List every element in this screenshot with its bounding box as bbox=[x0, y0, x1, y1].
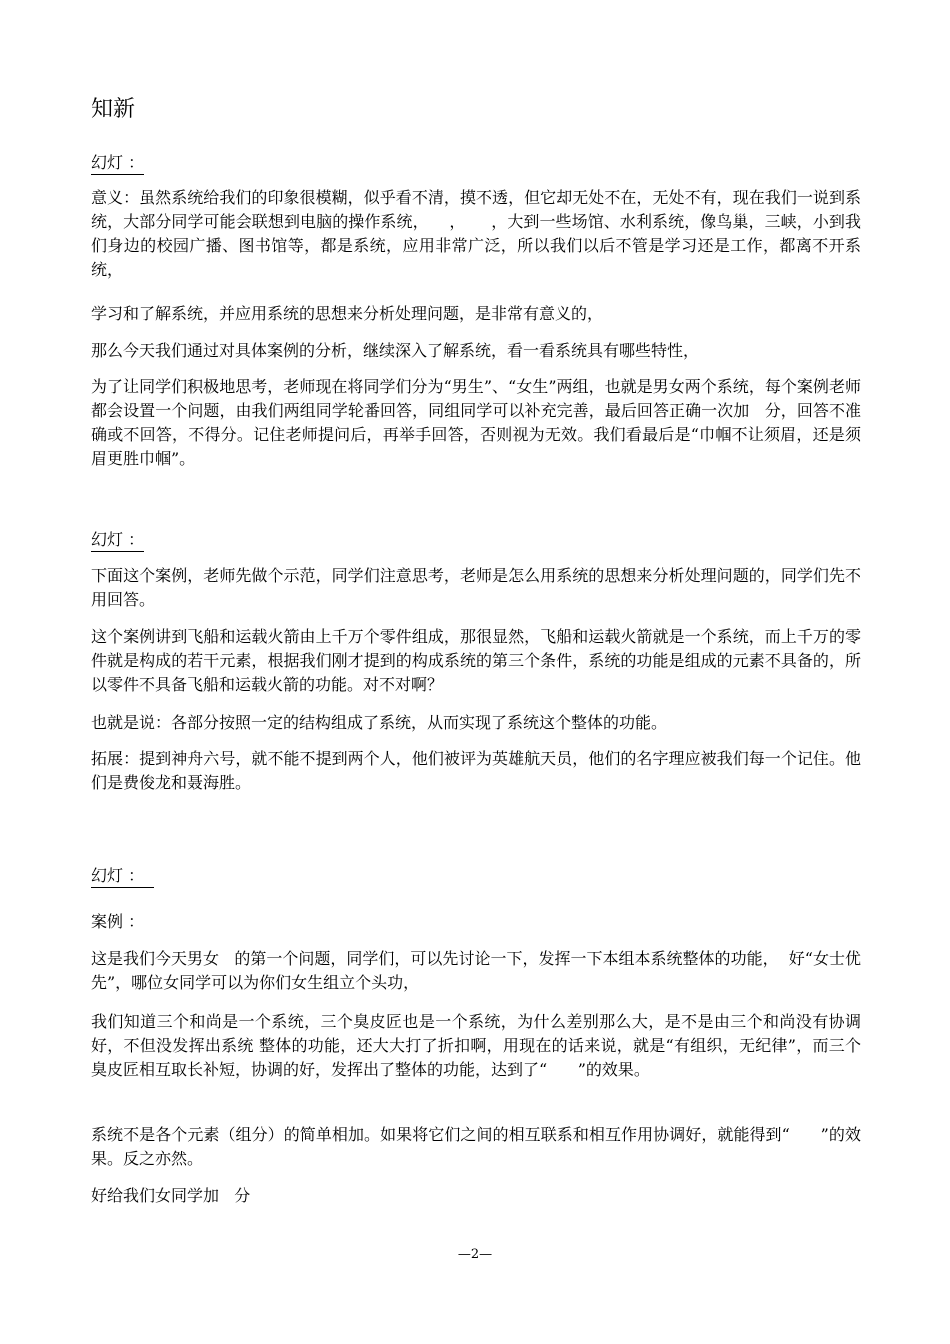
paragraph-spaceship: 这个案例讲到飞船和运载火箭由上千万个零件组成，那很显然，飞船和运载火箭就是一个系统，而上千万的零件就是构成的若干元素，根据我们刚才提到的构成系统的第三个条件，系统的功能是组成的元素不具备的，所以零件不具备飞船和运载火箭的功能。对不对啊？ bbox=[91, 627, 861, 694]
paragraph-groups: 为了让同学们积极地思考，老师现在将同学们分为“男生”、“女生”两组，也就是男女两个系统，每个案例老师都会设置一个问题，由我们两组同学轮番回答，同组同学可以补充完善，最后回答正确一次加 分，回答不准确或不回答，不得分。记住老师提问后，再举手回答，否则视为无效。我们看最后是“巾帼不让须眉，还是须眉更胜巾帼”。 bbox=[91, 377, 861, 468]
paragraph-structure: 也就是说：各部分按照一定的结构组成了系统，从而实现了系统这个整体的功能。 bbox=[91, 713, 668, 732]
paragraph-today: 那么今天我们通过对具体案例的分析，继续深入了解系统，看一看系统具有哪些特性， bbox=[91, 341, 700, 360]
slide-label-2: 幻灯 ： bbox=[91, 530, 144, 552]
slide-label-3: 幻灯 ： bbox=[91, 866, 154, 888]
paragraph-add-points: 好给我们女同学加 分 bbox=[91, 1186, 251, 1205]
slide-label-1: 幻灯 ： bbox=[91, 153, 144, 175]
paragraph-case: 案例 ： bbox=[91, 912, 145, 931]
page-number: —2— bbox=[457, 1247, 493, 1262]
paragraph-meaning: 意义：虽然系统给我们的印象很模糊，似乎看不清，摸不透，但它却无处不在，无处不有，现在我们一说到系统，大部分同学可能会联想到电脑的操作系统， ， ，大到一些场馆、水利系统，像鸟巢，三峡，小到我们身边的校园广播、图书馆等，都是系统，应用非常广泛，所以我们以后不管是学习还是工作，都离不开系统， bbox=[91, 188, 861, 279]
page-heading: 知新 bbox=[91, 97, 136, 122]
paragraph-monks: 我们知道三个和尚是一个系统，三个臭皮匠也是一个系统，为什么差别那么大，是不是由三个和尚没有协调好，不但没发挥出系统 整体的功能，还大大打了折扣啊，用现在的话来说，就是“有组织，无纪律”，而三个臭皮匠相互取长补短，协调的好，发挥出了整体的功能，达到了“ ”的效果。 bbox=[91, 1012, 861, 1079]
paragraph-first-question: 这是我们今天男女 的第一个问题，同学们，可以先讨论一下，发挥一下本组本系统整体的功能， 好“女士优先”，哪位女同学可以为你们女生组立个头功， bbox=[91, 949, 861, 992]
paragraph-extension: 拓展：提到神舟六号，就不能不提到两个人，他们被评为英雄航天员，他们的名字理应被我们每一个记住。他们是费俊龙和聂海胜。 bbox=[91, 749, 861, 792]
paragraph-system-sum: 系统不是各个元素（组分）的简单相加。如果将它们之间的相互联系和相互作用协调好，就能得到“ ”的效果。反之亦然。 bbox=[91, 1125, 861, 1168]
paragraph-learning: 学习和了解系统，并应用系统的思想来分析处理问题，是非常有意义的， bbox=[91, 304, 604, 323]
paragraph-demo: 下面这个案例，老师先做个示范，同学们注意思考，老师是怎么用系统的思想来分析处理问题的，同学们先不用回答。 bbox=[91, 566, 861, 609]
